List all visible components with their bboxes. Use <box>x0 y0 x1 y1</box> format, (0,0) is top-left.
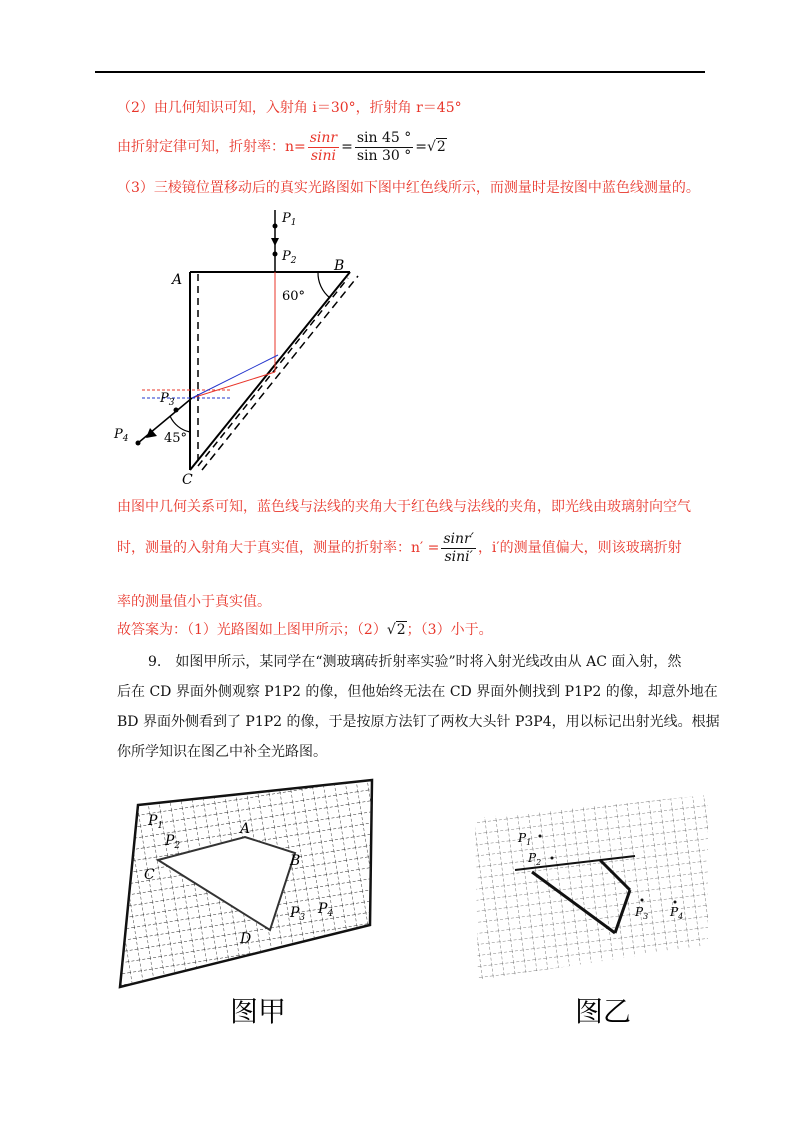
answer-line: 故答案为：（1）光路图如上图甲所示；（2）√2；（3）小于。 <box>117 622 493 638</box>
label-p2: $P_2$ <box>165 833 181 851</box>
label-p2: $P_2$ <box>528 851 542 867</box>
pin-p3 <box>174 408 179 413</box>
label-b: B <box>290 853 301 869</box>
prism-edge-bc <box>190 272 350 470</box>
dashed-edge-bc-inner <box>198 278 348 466</box>
fraction-sinr-prime: $\frac{\sin r'}{\sin i'}$ <box>443 530 474 565</box>
figure-jia <box>110 775 382 990</box>
label-45deg: 45° <box>164 431 188 446</box>
sol2-line2: 由折射定律可知，折射率：n= $\frac{\sin r}{\sin i}$ = $\frac{\sin 45 ^\circ}{\sin 30 ^\circ}$ = √2 <box>117 129 446 164</box>
label-p3: $P_3$ <box>635 905 649 921</box>
fraction-sin45-sin30: $\frac{\sin 45 ^\circ}{\sin 30 ^\circ}$ <box>356 129 412 164</box>
arrow-head-icon <box>271 238 279 246</box>
q9-line4: 你所学知识在图乙中补全光路图。 <box>117 744 327 760</box>
angle-45-arc <box>170 416 190 432</box>
label-p4: $P_4$ <box>318 901 334 919</box>
pin-p3 <box>641 899 644 902</box>
label-c: C <box>182 472 193 488</box>
figure-yi <box>470 790 715 985</box>
prism-ray-diagram <box>110 200 370 490</box>
fraction-sinr-sini: $\frac{\sin r}{\sin i}$ <box>309 129 338 164</box>
sol2-line1: （2）由几何知识可知，入射角 i＝30°，折射角 r＝45° <box>117 100 462 116</box>
label-p3: $P_3$ <box>160 391 175 408</box>
sol3-para3: 率的测量值小于真实值。 <box>117 594 271 610</box>
q9-line3: BD 界面外侧看到了 P1P2 的像，于是按原方法钉了两枚大头针 P3P4，用以标记出射光线。根据 <box>117 714 720 730</box>
pin-p4 <box>136 441 141 446</box>
q9-line2: 后在 CD 界面外侧观察 P1P2 的像，但他始终无法在 CD 界面外侧找到 P1P2 的像，却意外地在 <box>117 684 718 700</box>
sol3-para1: 由图中几何关系可知，蓝色线与法线的夹角大于红色线与法线的夹角，即光线由玻璃射向空气 <box>117 499 691 515</box>
pin-p2 <box>551 857 554 860</box>
equals-sign: = <box>415 139 427 155</box>
label-p1: $P_1$ <box>282 211 297 228</box>
answer-sqrt: √2 <box>386 622 406 638</box>
angle-60-arc <box>318 272 330 298</box>
header-rule <box>95 71 705 73</box>
sol3-para2: 时，测量的入射角大于真实值，测量的折射率：n′ = $\frac{\sin r'}{\sin i'}$ ，i′的测量值偏大，则该玻璃折射 <box>117 530 682 565</box>
label-p4: $P_4$ <box>114 427 129 444</box>
label-p4: $P_4$ <box>670 905 684 921</box>
label-p1: $P_1$ <box>148 813 164 831</box>
label-p3: $P_3$ <box>290 905 306 923</box>
label-p1: $P_1$ <box>518 831 532 847</box>
dashed-edge-bc <box>202 276 358 470</box>
sqrt-two: √2 <box>427 139 446 155</box>
caption-yi: 图乙 <box>575 995 632 1028</box>
label-b: B <box>334 258 345 274</box>
q9-line1: 9. 如图甲所示，某同学在“测玻璃砖折射率实验”时将入射光线改由从 AC 面入射，然 <box>148 654 682 670</box>
pin-p4 <box>674 901 677 904</box>
label-a: A <box>240 821 251 837</box>
pin-p2 <box>273 252 278 257</box>
caption-jia: 图甲 <box>230 995 287 1028</box>
pin-p1 <box>539 835 542 838</box>
label-a: A <box>172 272 183 288</box>
sol3-line: （3）三棱镜位置移动后的真实光路图如下图中红色线所示，而测量时是按图中蓝色线测量的。 <box>117 180 700 196</box>
pin-p1 <box>273 224 278 229</box>
label-d: D <box>240 931 252 947</box>
label-60deg: 60° <box>282 289 306 304</box>
label-p2: $P_2$ <box>282 249 297 266</box>
label-c: C <box>144 867 155 883</box>
